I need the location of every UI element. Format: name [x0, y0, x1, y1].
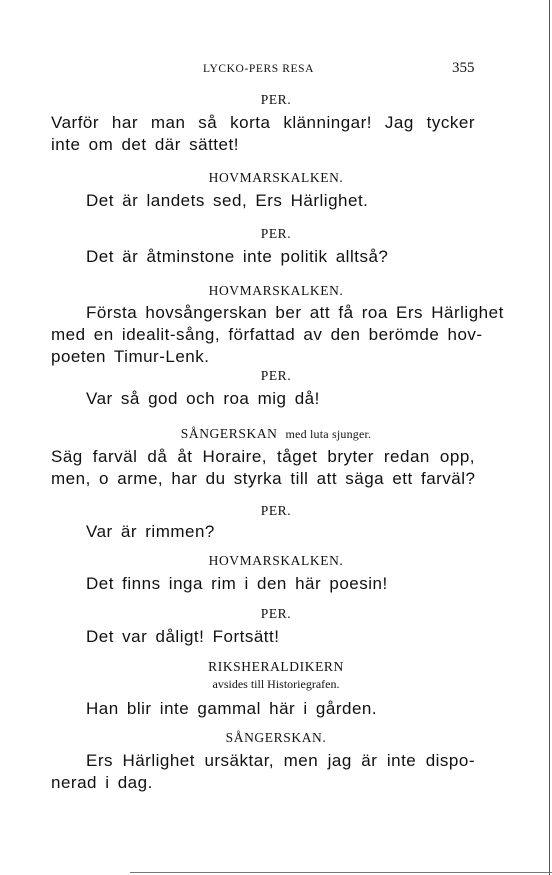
running-head: LYCKO-PERS RESA: [203, 63, 315, 75]
speaker-name: PER.: [260, 92, 292, 107]
stage-direction: avsides till Historiegrafen.: [212, 677, 340, 691]
dialogue-line: Varför har man så korta klänningar! Jag tycker: [51, 113, 475, 132]
dialogue-line: Ers Härlighet ursäktar, men jag är inte dispo-: [86, 751, 475, 770]
speaker-name: PER.: [260, 606, 292, 621]
dialogue-line: Det är landets sed, Ers Härlighet.: [86, 191, 369, 210]
page-number: 355: [452, 60, 475, 76]
dialogue-line: nerad i dag.: [51, 773, 153, 792]
dialogue-line: med en idealit-sång, författad av den berömde hov-: [51, 325, 483, 344]
dialogue-line: Säg farväl då åt Horaire, tåget bryter redan opp,: [51, 447, 475, 466]
dialogue-line: poeten Timur-Lenk.: [51, 347, 210, 366]
stage-direction: med luta sjunger.: [285, 427, 372, 441]
dialogue-line: men, o arme, har du styrka till att säga ett farväl?: [51, 469, 476, 488]
speaker-name: PER.: [260, 226, 292, 241]
dialogue-line: Han blir inte gammal här i gården.: [86, 699, 378, 718]
page-edge-bottom: [130, 872, 552, 873]
dialogue-line: Det var dåligt! Fortsätt!: [86, 627, 280, 646]
dialogue-line: Det finns inga rim i den här poesin!: [86, 574, 388, 593]
speaker-name: SÅNGERSKAN.: [225, 730, 327, 745]
speaker-heading: [0, 426, 552, 442]
page-header: [0, 60, 552, 80]
speaker-name: SÅNGERSKAN: [180, 426, 278, 441]
speaker-name: PER.: [260, 368, 292, 383]
dialogue-line: Det är åtminstone inte politik alltså?: [86, 247, 389, 266]
speaker-name: RIKSHERALDIKERN: [208, 659, 344, 674]
dialogue-line: Första hovsångerskan ber att få roa Ers Härlighet: [86, 303, 504, 322]
speaker-name: HOVMARSKALKEN.: [208, 170, 344, 185]
dialogue-line: Var är rimmen?: [86, 522, 215, 541]
dialogue-line: Var så god och roa mig då!: [86, 389, 320, 408]
speaker-name: HOVMARSKALKEN.: [208, 283, 344, 298]
dialogue-line: inte om det där sättet!: [51, 135, 239, 154]
speaker-name: PER.: [260, 503, 292, 518]
speaker-name: HOVMARSKALKEN.: [208, 553, 344, 568]
